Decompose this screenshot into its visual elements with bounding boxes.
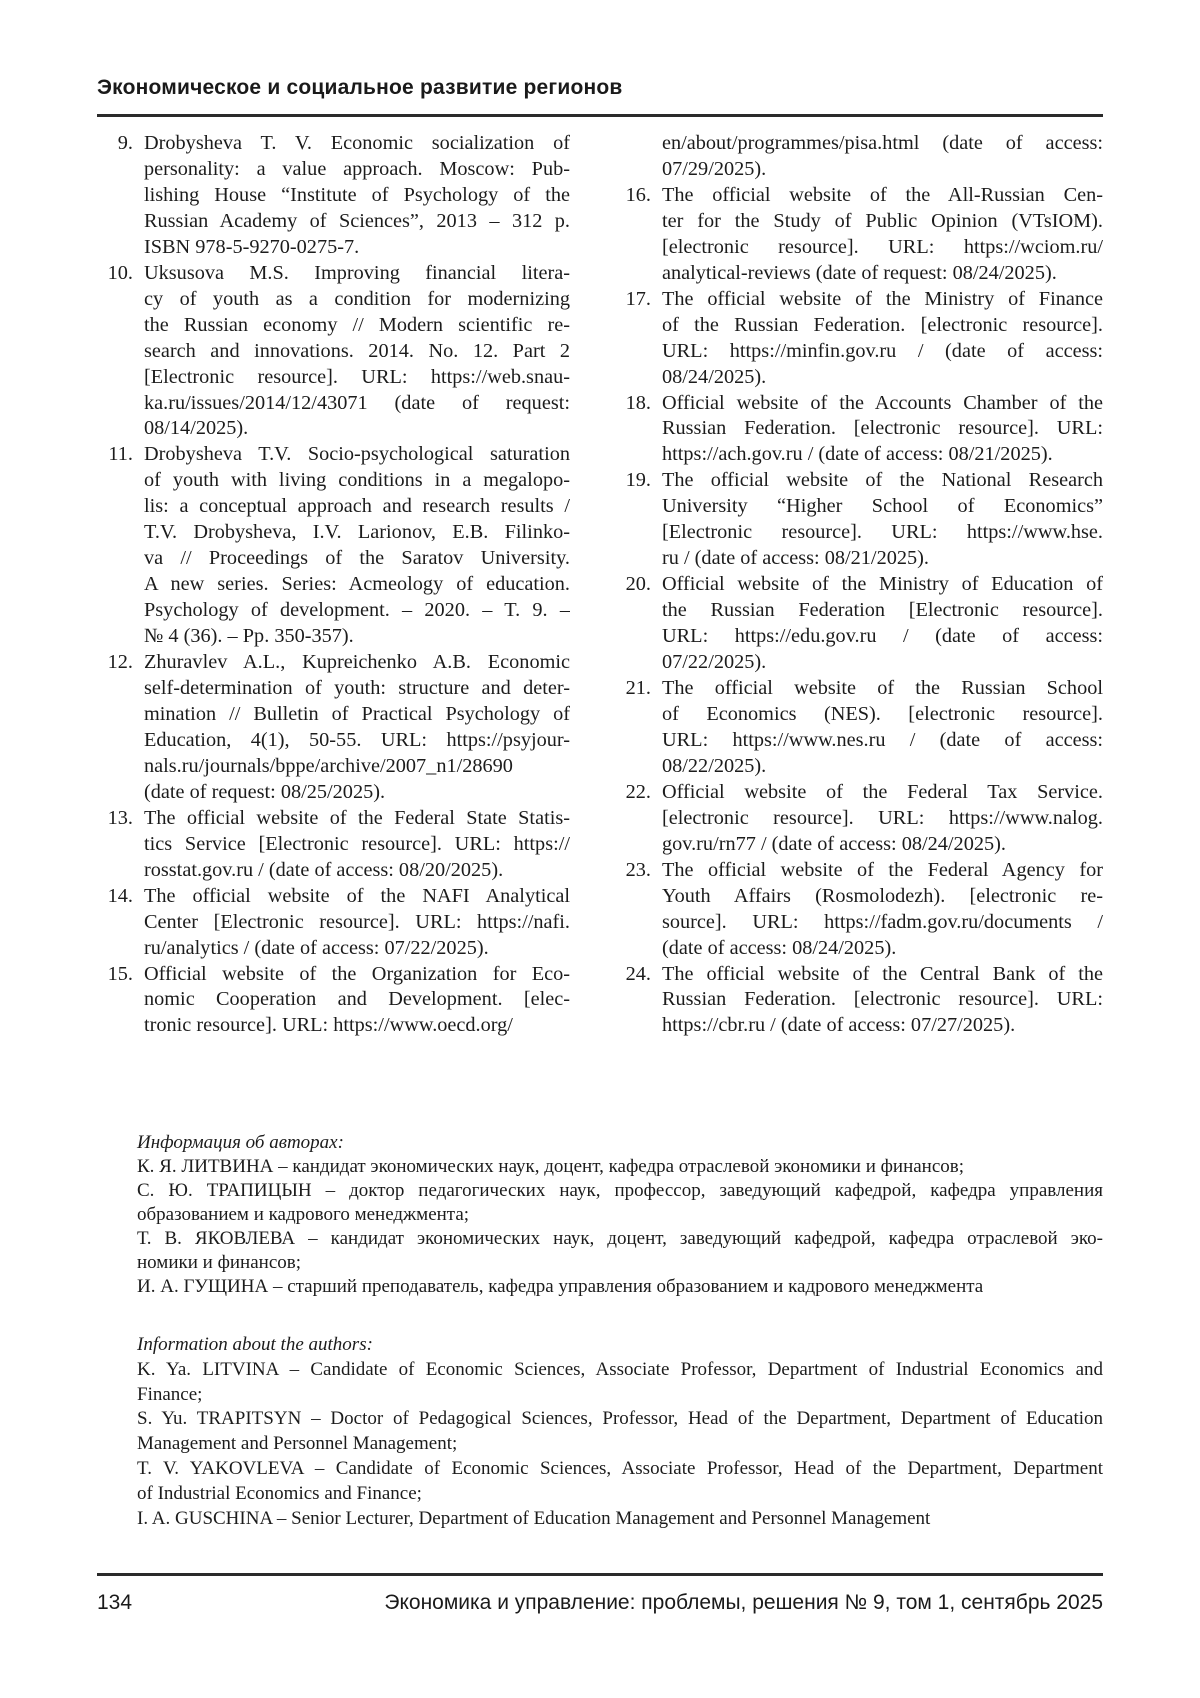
text-line: A new series. Series: Acmeology of education. — [144, 573, 570, 596]
reference-item — [615, 183, 1103, 287]
reference-number: 16. — [625, 183, 651, 206]
author-entry — [137, 1275, 1103, 1299]
references-column-left — [97, 131, 570, 1039]
text-line: Russian Federation. [electronic resource]. URL: — [662, 988, 1103, 1011]
text-line: Official website of the Federal Tax Service. — [662, 780, 1103, 803]
text-line: The official website of the Central Bank of the — [662, 962, 1103, 985]
text-line: К. Я. ЛИТВИНА – кандидат экономических наук, доцент, кафедра отраслевой экономики и финансов; — [137, 1156, 965, 1177]
reference-number: 24. — [625, 962, 651, 985]
reference-number: 22. — [625, 780, 651, 803]
text-line: https://cbr.ru / (date of access: 07/27/2025). — [662, 1014, 1016, 1037]
reference-number: 17. — [625, 287, 651, 310]
reference-text — [662, 858, 1103, 962]
text-line: [electronic resource]. URL: https://www.nalog. — [662, 806, 1103, 829]
text-line: tics Service [Electronic resource]. URL: https:// — [144, 832, 570, 855]
text-line: self-determination of youth: structure and deter- — [144, 677, 570, 700]
text-line: mination // Bulletin of Practical Psychology of — [144, 702, 570, 725]
reference-text — [662, 780, 1103, 858]
text-line: URL: https://minfin.gov.ru / (date of access: — [662, 339, 1103, 362]
text-line: lis: a conceptual approach and research results / — [144, 495, 570, 518]
text-line: nomic Cooperation and Development. [elec- — [144, 988, 570, 1011]
reference-text — [662, 183, 1103, 287]
reference-text — [144, 442, 570, 650]
reference-item — [615, 468, 1103, 572]
text-line: K. Ya. LITVINA – Candidate of Economic Sciences, Associate Professor, Department of Industrial Economics and — [137, 1358, 1103, 1380]
reference-text — [662, 131, 1103, 183]
text-line: Youth Affairs (Rosmolodezh). [electronic re- — [662, 884, 1103, 907]
reference-item — [97, 442, 570, 650]
reference-text — [144, 650, 570, 806]
page-number: 134 — [97, 1591, 133, 1614]
text-line: The official website of the NAFI Analytical — [144, 884, 570, 907]
text-line: № 4 (36). – Pp. 350-357). — [144, 625, 354, 648]
reference-number — [615, 131, 651, 183]
text-line: [electronic resource]. URL: https://wciom.ru/ — [662, 235, 1103, 258]
text-line: gov.ru/rn77 / (date of access: 08/24/2025). — [662, 832, 1006, 855]
text-line: the Russian Federation [Electronic resource]. — [662, 599, 1103, 622]
text-line: 08/24/2025). — [662, 365, 767, 388]
journal-title: Экономика и управление: проблемы, решения № 9, том 1, сентябрь 2025 — [384, 1591, 1103, 1614]
reference-item — [615, 131, 1103, 183]
reference-item — [97, 261, 570, 443]
header-rule — [97, 114, 1103, 117]
text-line: rosstat.gov.ru / (date of access: 08/20/2025). — [144, 858, 504, 881]
text-line: Finance; — [137, 1383, 203, 1405]
text-line: 07/29/2025). — [662, 157, 767, 180]
text-line: lishing House “Institute of Psychology of the — [144, 183, 570, 206]
author-entry — [137, 1507, 1103, 1532]
authors-ru-heading: Информация об авторах: — [137, 1132, 344, 1153]
text-line: И. А. ГУЩИНА – старший преподаватель, кафедра управления образованием и кадрового менеджмента — [137, 1276, 984, 1297]
reference-item — [615, 391, 1103, 469]
reference-number: 15. — [107, 962, 133, 985]
text-line: Psychology of development. – 2020. – T. 9. – — [144, 599, 570, 622]
author-entry — [137, 1155, 1103, 1179]
text-line: [Electronic resource]. URL: https://web.snau- — [144, 365, 570, 388]
reference-text — [144, 806, 570, 884]
reference-number: 13. — [107, 806, 133, 829]
text-line: personality: a value approach. Moscow: Pub- — [144, 157, 570, 180]
text-line: The official website of the Federal Agency for — [662, 858, 1103, 881]
authors-info-en — [137, 1333, 1103, 1531]
text-line: of the Russian Federation. [electronic resource]. — [662, 313, 1103, 336]
reference-number: 10. — [107, 261, 133, 284]
text-line: cy of youth as a condition for modernizing — [144, 287, 570, 310]
text-line: Official website of the Organization for Eco- — [144, 962, 570, 985]
reference-text — [144, 884, 570, 962]
reference-item — [615, 676, 1103, 780]
text-line: Education, 4(1), 50-55. URL: https://psyjour- — [144, 728, 570, 751]
text-line: of Industrial Economics and Finance; — [137, 1482, 422, 1504]
text-line: ka.ru/issues/2014/12/43071 (date of request: — [144, 391, 570, 414]
reference-text — [662, 468, 1103, 572]
text-line: https://ach.gov.ru / (date of access: 08/21/2025). — [662, 443, 1053, 466]
text-line: the Russian economy // Modern scientific re- — [144, 313, 570, 336]
reference-item — [615, 780, 1103, 858]
text-line: University “Higher School of Economics” — [662, 495, 1103, 518]
reference-text — [662, 287, 1103, 391]
reference-text — [144, 261, 570, 443]
text-line: Russian Federation. [electronic resource]. URL: — [662, 417, 1103, 440]
footer-rule — [97, 1573, 1103, 1576]
text-line: search and innovations. 2014. No. 12. Part 2 — [144, 339, 570, 362]
author-entry — [137, 1407, 1103, 1457]
text-line: T.V. Drobysheva, I.V. Larionov, E.B. Filinko- — [144, 521, 570, 544]
author-entry — [137, 1457, 1103, 1507]
text-line: The official website of the All-Russian Cen- — [662, 183, 1103, 206]
reference-number: 9. — [117, 132, 133, 154]
text-line: source]. URL: https://fadm.gov.ru/documents / — [662, 910, 1103, 933]
text-line: nals.ru/journals/bppe/archive/2007_n1/28690 — [144, 754, 513, 777]
author-entry — [137, 1179, 1103, 1227]
text-line: The official website of the Russian School — [662, 677, 1103, 700]
text-line: Center [Electronic resource]. URL: https://nafi. — [144, 910, 570, 933]
reference-item — [97, 131, 570, 261]
reference-item — [615, 287, 1103, 391]
text-line: Management and Personnel Management; — [137, 1433, 458, 1455]
text-line: of youth with living conditions in a megalopo- — [144, 469, 570, 492]
reference-text — [144, 131, 570, 261]
reference-item — [615, 572, 1103, 676]
text-line: T. V. YAKOVLEVA – Candidate of Economic Sciences, Associate Professor, Head of the Department, Department — [137, 1457, 1103, 1479]
text-line: 08/22/2025). — [662, 754, 767, 777]
text-line: Zhuravlev A.L., Kupreichenko A.B. Economic — [144, 651, 570, 674]
reference-text — [662, 962, 1103, 1040]
text-line: Uksusova M.S. Improving financial litera- — [144, 261, 570, 284]
text-line: The official website of the Ministry of Finance — [662, 287, 1103, 310]
authors-en-heading: Information about the authors: — [137, 1334, 373, 1355]
reference-text — [662, 572, 1103, 676]
text-line: tronic resource]. URL: https://www.oecd.org/ — [144, 1014, 513, 1037]
reference-text — [144, 962, 570, 1040]
text-line: The official website of the National Research — [662, 469, 1103, 492]
text-line: Official website of the Accounts Chamber of the — [662, 391, 1103, 414]
reference-text — [662, 391, 1103, 469]
text-line: С. Ю. ТРАПИЦЫН – доктор педагогических наук, профессор, заведующий кафедрой, кафедра управления — [137, 1180, 1103, 1201]
reference-number: 11. — [108, 443, 133, 466]
reference-number: 18. — [625, 391, 651, 414]
reference-item — [615, 858, 1103, 962]
text-line: ter for the Study of Public Opinion (VTsIOM). — [662, 209, 1103, 232]
text-line: analytical-reviews (date of request: 08/24/2025). — [662, 261, 1057, 284]
reference-number: 14. — [107, 884, 133, 907]
text-line: Russian Academy of Sciences”, 2013 – 312 p. — [144, 209, 570, 232]
text-line: (date of access: 08/24/2025). — [662, 936, 897, 959]
text-line: 07/22/2025). — [662, 651, 767, 674]
reference-number: 21. — [625, 677, 651, 700]
reference-item — [97, 884, 570, 962]
text-line: S. Yu. TRAPITSYN – Doctor of Pedagogical Sciences, Professor, Head of the Department, Department of Education — [137, 1408, 1103, 1430]
text-line: номики и финансов; — [137, 1252, 301, 1273]
reference-text — [662, 676, 1103, 780]
text-line: 08/14/2025). — [144, 417, 249, 440]
references-section — [97, 131, 1103, 1039]
text-line: Drobysheva T.V. Socio-psychological saturation — [144, 443, 570, 466]
text-line: URL: https://www.nes.ru / (date of access: — [662, 728, 1103, 751]
reference-item — [615, 962, 1103, 1040]
reference-item — [97, 962, 570, 1040]
text-line: ru/analytics / (date of access: 07/22/2025). — [144, 936, 489, 959]
text-line: va // Proceedings of the Saratov University. — [144, 547, 570, 570]
text-line: образованием и кадрового менеджмента; — [137, 1204, 470, 1225]
text-line: of Economics (NES). [electronic resource]. — [662, 702, 1103, 725]
references-column-right — [615, 131, 1103, 1039]
text-line: Т. В. ЯКОВЛЕВА – кандидат экономических наук, доцент, заведующий кафедрой, кафедра отраслевой эко- — [137, 1228, 1103, 1249]
reference-item — [97, 806, 570, 884]
reference-number: 12. — [107, 651, 133, 674]
text-line: ru / (date of access: 08/21/2025). — [662, 547, 929, 570]
text-line: Drobysheva T. V. Economic socialization of — [144, 132, 570, 154]
reference-item — [97, 650, 570, 806]
page-title: Экономическое и социальное развитие регионов — [97, 76, 623, 99]
reference-number: 23. — [625, 858, 651, 881]
text-line: The official website of the Federal State Statis- — [144, 806, 570, 829]
text-line: ISBN 978-5-9270-0275-7. — [144, 235, 360, 258]
text-line: (date of request: 08/25/2025). — [144, 780, 386, 803]
text-line: [Electronic resource]. URL: https://www.hse. — [662, 521, 1103, 544]
text-line: Official website of the Ministry of Education of — [662, 573, 1103, 596]
text-line: URL: https://edu.gov.ru / (date of access: — [662, 625, 1103, 648]
reference-number: 20. — [625, 573, 651, 596]
text-line: I. A. GUSCHINA – Senior Lecturer, Department of Education Management and Personnel Management — [137, 1507, 931, 1529]
reference-number: 19. — [625, 469, 651, 492]
text-line: en/about/programmes/pisa.html (date of access: — [662, 132, 1103, 154]
authors-info-ru — [137, 1131, 1103, 1299]
author-entry — [137, 1227, 1103, 1275]
author-entry — [137, 1358, 1103, 1408]
